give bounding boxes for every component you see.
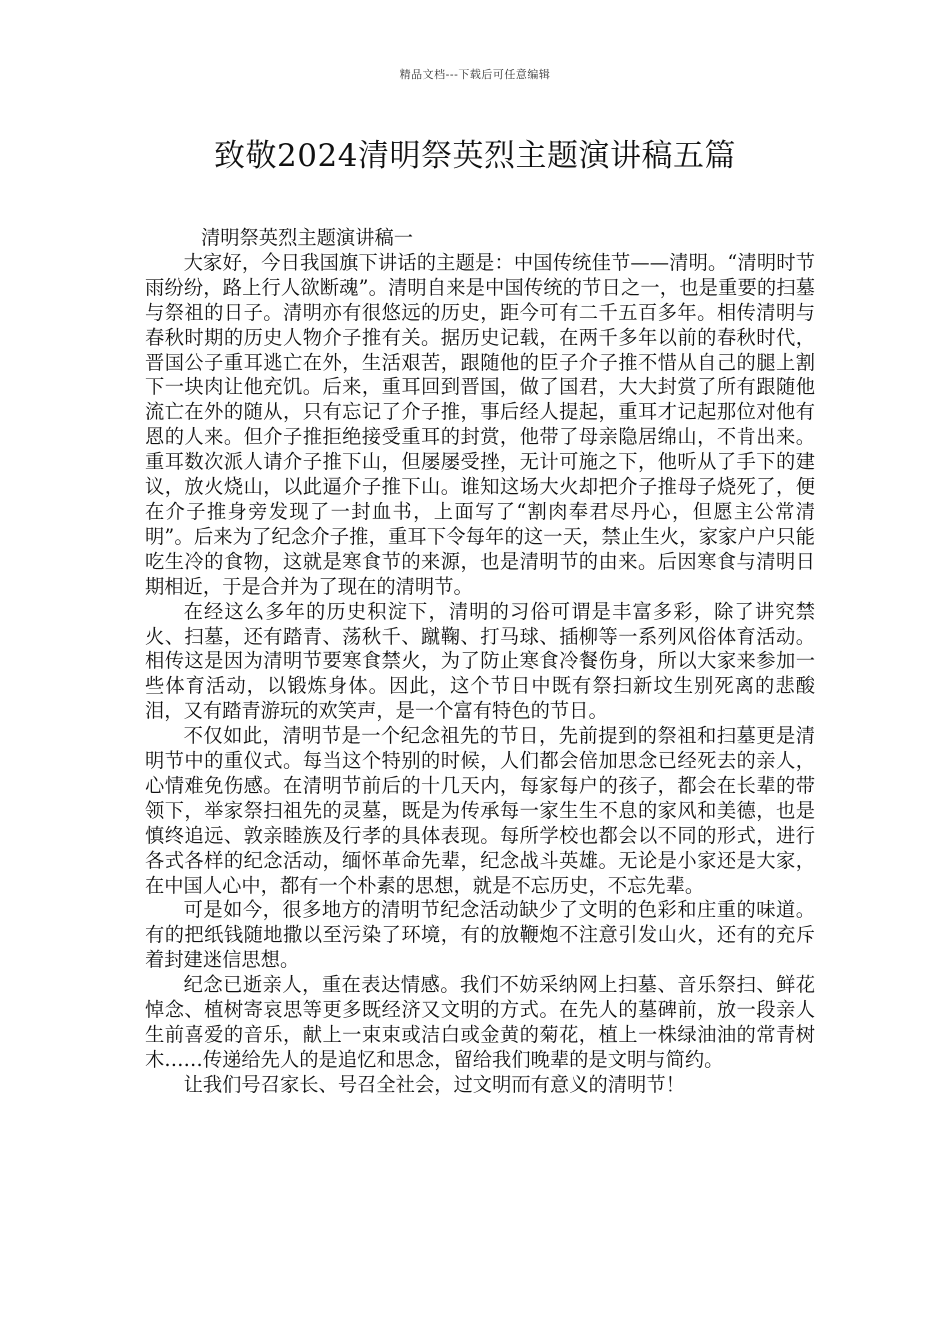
body-paragraph-3: 不仅如此，清明节是一个纪念祖先的节日，先前提到的祭祖和扫墓更是清明节中的重仪式。每当这个特别的时候，人们都会倍加思念已经死去的亲人，心情难免伤感。在清明节前后的十几天内，每家每户的孩子，都会在长辈的带领下，举家祭扫祖先的灵墓，既是为传承每一家生生不息的家风和美德，也是慎终追远、敦亲睦族及行孝的具体表现。每所学校也都会以不同的形式，进行各式各样的纪念活动，缅怀革命先辈，纪念战斗英雄。无论是小家还是大家，在中国人心中，都有一个朴素的思想，就是不忘历史，不忘先辈。: [145, 724, 815, 897]
document-title: 致敬2024清明祭英烈主题演讲稿五篇: [214, 138, 736, 174]
body-paragraph-1: 大家好，今日我国旗下讲话的主题是：中国传统佳节——清明。“清明时节雨纷纷，路上行人欲断魂”。清明自来是中国传统的节日之一，也是重要的扫墓与祭祖的日子。清明亦有很悠远的历史，距今可有二千五百多年。相传清明与春秋时期的历史人物介子推有关。据历史记载，在两千多年以前的春秋时代，晋国公子重耳逃亡在外，生活艰苦，跟随他的臣子介子推不惜从自己的腿上割下一块肉让他充饥。后来，重耳回到晋国，做了国君，大大封赏了所有跟随他流亡在外的随从，只有忘记了介子推，事后经人提起，重耳才记起那位对他有恩的人来。但介子推拒绝接受重耳的封赏，他带了母亲隐居绵山，不肯出来。重耳数次派人请介子推下山，但屡屡受挫，无计可施之下，他听从了手下的建议，放火烧山，以此逼介子推下山。谁知这场大火却把介子推母子烧死了，便在介子推身旁发现了一封血书，上面写了“割肉奉君尽丹心，但愿主公常清明”。后来为了纪念介子推，重耳下令每年的这一天，禁止生火，家家户户只能吃生冷的食物，这就是寒食节的来源，也是清明节的由来。后因寒食与清明日期相近，于是合并为了现在的清明节。: [145, 250, 815, 598]
section-heading: 清明祭英烈主题演讲稿一: [200, 226, 414, 249]
document-body: [145, 226, 815, 1098]
body-paragraph-6: 让我们号召家长、号召全社会，过文明而有意义的清明节！: [183, 1072, 685, 1096]
body-paragraph-4: 可是如今，很多地方的清明节纪念活动缺少了文明的色彩和庄重的味道。有的把纸钱随地撒以至污染了环境，有的放鞭炮不注意引发山火，还有的充斥着封建迷信思想。: [145, 898, 815, 972]
body-paragraph-5: 纪念已逝亲人，重在表达情感。我们不妨采纳网上扫墓、音乐祭扫、鲜花悼念、植树寄哀思等更多既经济又文明的方式。在先人的墓碑前，放一段亲人生前喜爱的音乐，献上一束束或洁白或金黄的菊花，植上一株绿油油的常青树木……传递给先人的是追忆和思念，留给我们晚辈的是文明与简约。: [145, 973, 815, 1071]
body-paragraph-2: 在经这么多年的历史积淀下，清明的习俗可谓是丰富多彩，除了讲究禁火、扫墓，还有踏青、荡秋千、蹴鞠、打马球、插柳等一系列风俗体育活动。相传这是因为清明节要寒食禁火，为了防止寒食冷餐伤身，所以大家来参加一些体育活动，以锻炼身体。因此，这个节日中既有祭扫新坟生别死离的悲酸泪，又有踏青游玩的欢笑声，是一个富有特色的节日。: [145, 599, 815, 723]
header-note: 精品文档---下载后可任意编辑: [399, 68, 551, 81]
